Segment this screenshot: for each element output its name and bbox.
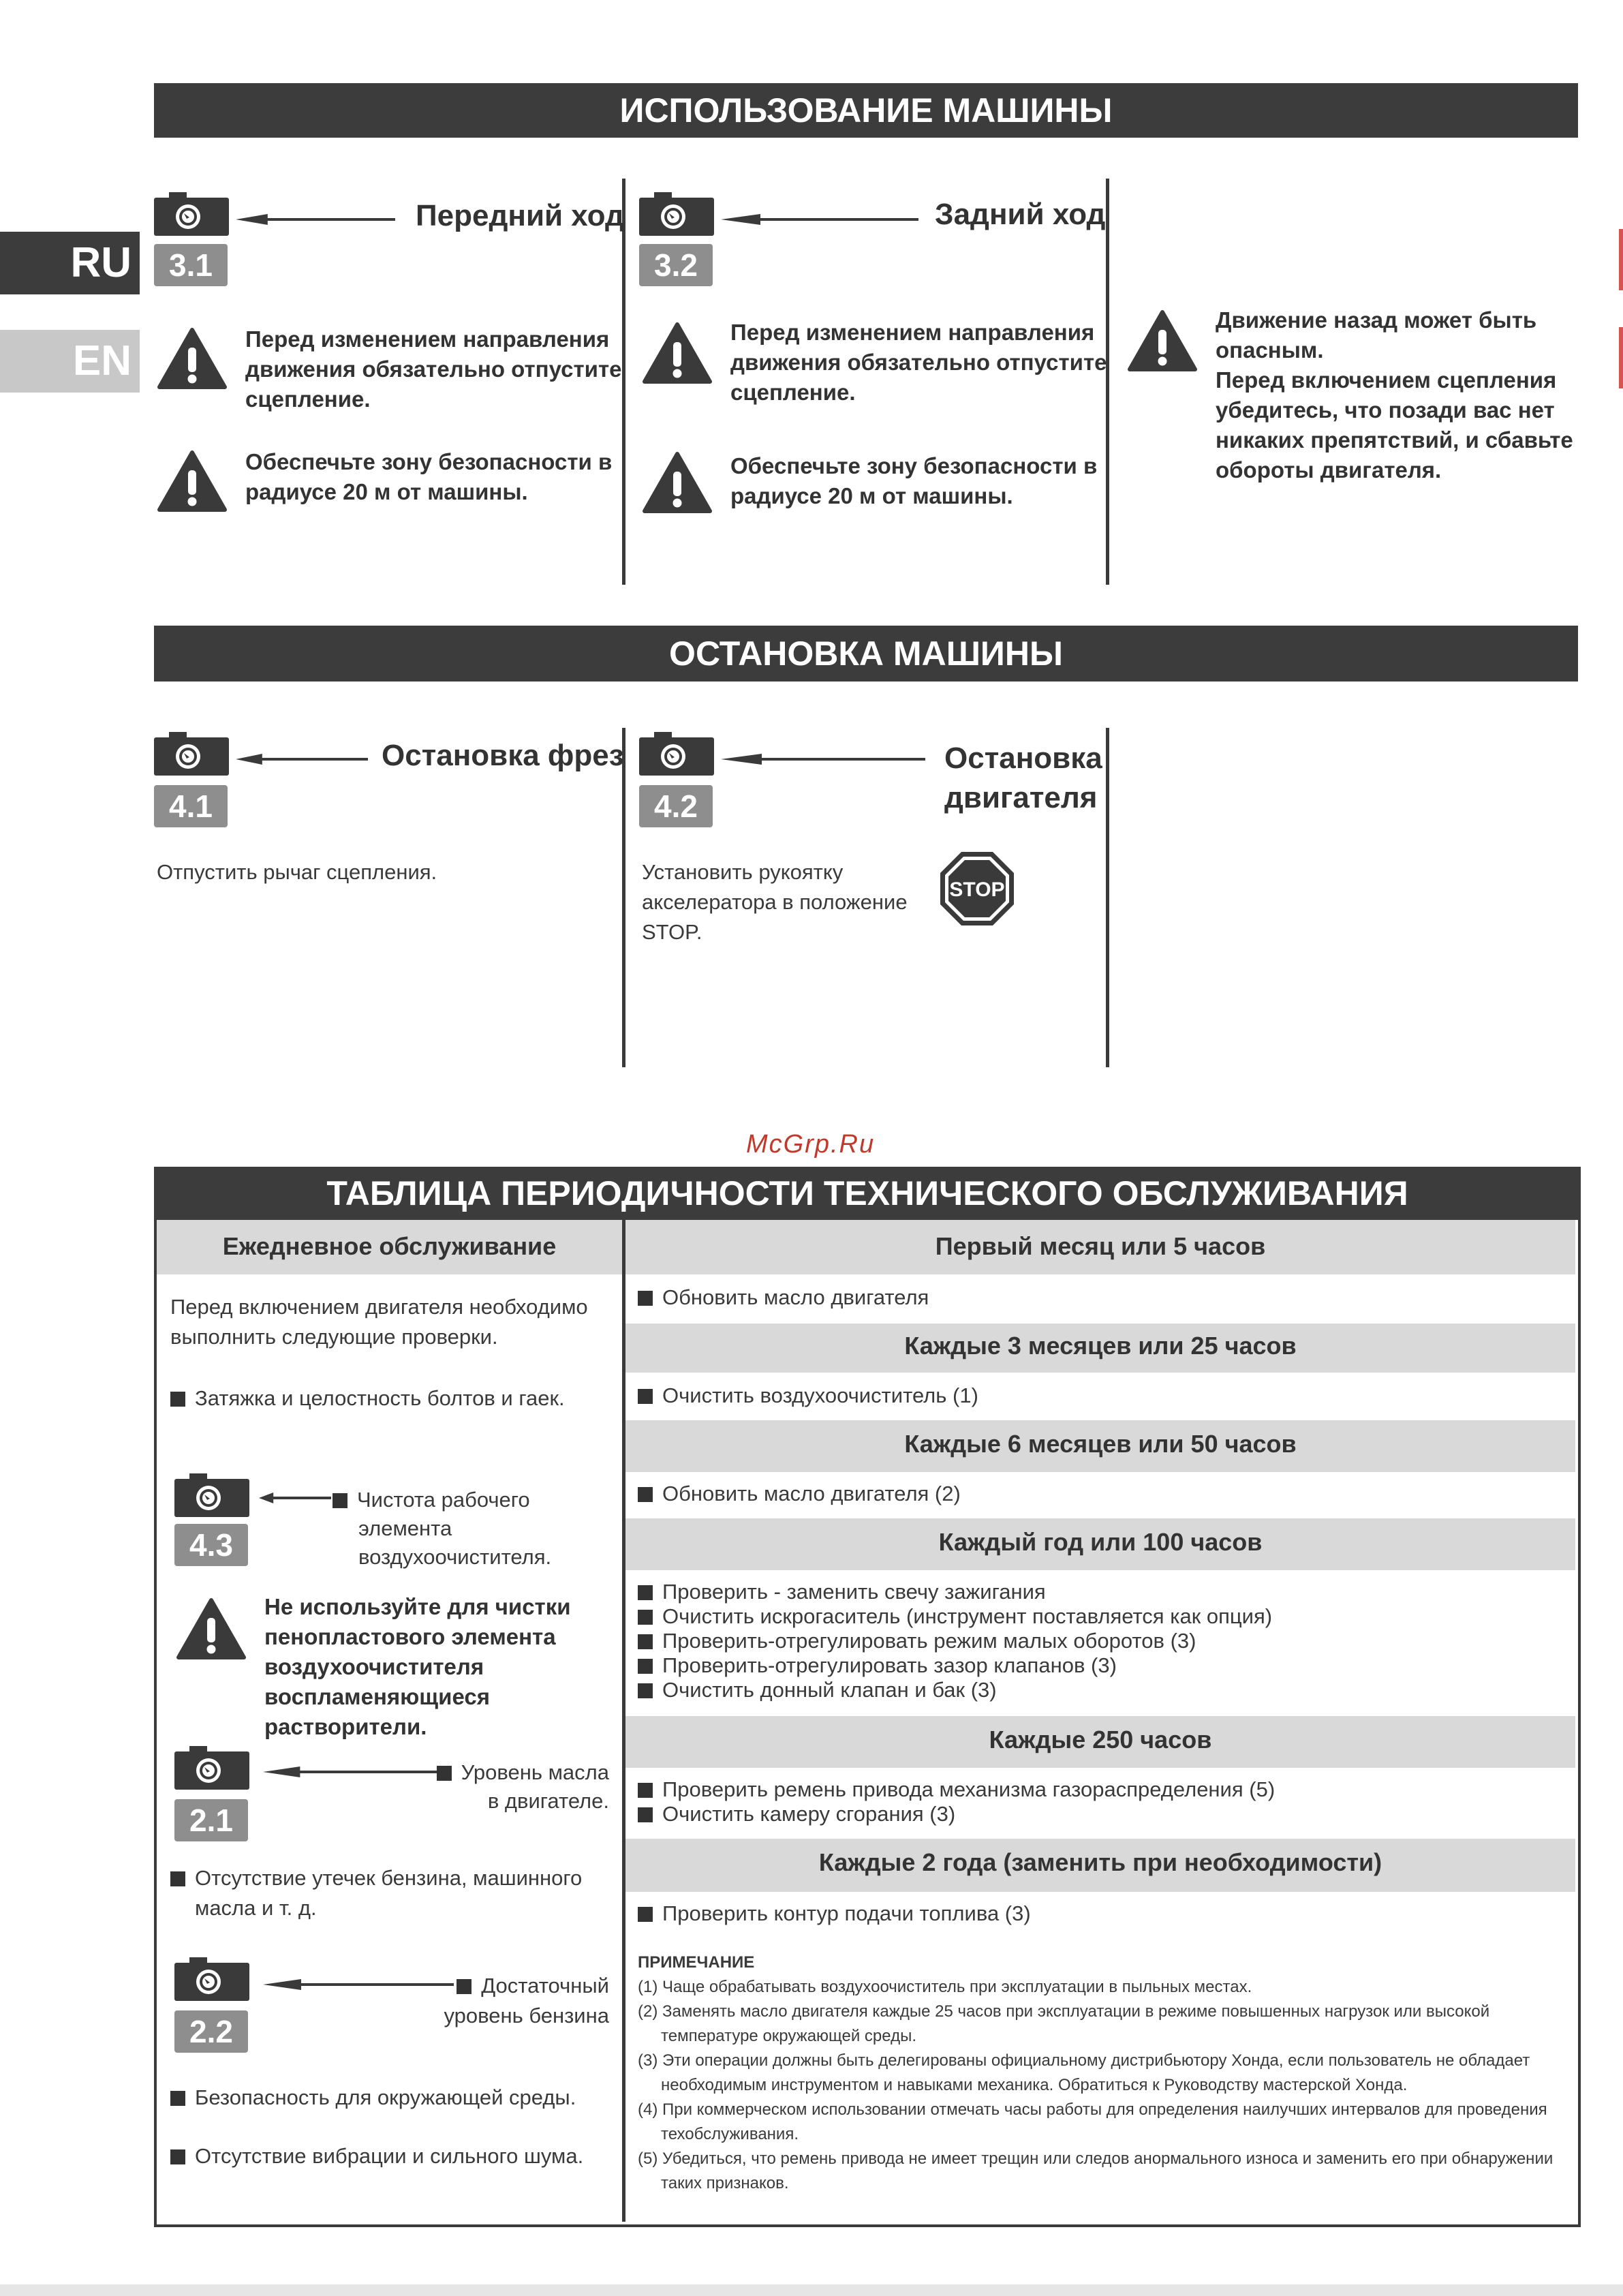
warning-icon (1127, 309, 1198, 372)
daily-solvent-warning: Не используйте для чистки пенопластового элемента воздухоочистителя воспламеняющиеся растворители. (264, 1594, 571, 1739)
forward-warning-1: Перед изменением направления движения обязательно отпустите сцепление. (245, 326, 622, 412)
period-item: Очистить воздухоочиститель (1) (638, 1383, 978, 1408)
note-line: (5) Убедиться, что ремень привода не имеет трещин или следов анормального износа и заменить его при обнаружении (638, 2149, 1554, 2168)
camera-icon (154, 192, 229, 236)
warning-icon (642, 322, 713, 384)
maintenance-title: ТАБЛИЦА ПЕРИОДИЧНОСТИ ТЕХНИЧЕСКОГО ОБСЛУЖИВАНИЯ (154, 1167, 1581, 1220)
period-header: Каждый год или 100 часов (938, 1528, 1263, 1556)
note-line: необходимым инструментом и навыками механика. Обратиться к Руководству мастерской Хонда. (661, 2076, 1408, 2094)
figure-badge: 4.3 (174, 1524, 248, 1566)
page-bottom-strip (0, 2284, 1623, 2296)
period-item: Обновить масло двигателя (638, 1285, 929, 1310)
column-divider (622, 179, 625, 585)
period-header: Каждые 2 года (заменить при необходимости) (818, 1848, 1382, 1876)
period-item: Очистить искрогаситель (инструмент поставляется как опция) (638, 1604, 1272, 1629)
period-item: Проверить - заменить свечу зажигания (638, 1580, 1046, 1604)
figure-badge: 4.1 (154, 785, 228, 827)
period-item: Проверить-отрегулировать зазор клапанов (3) (638, 1653, 1117, 1678)
figure-badge: 2.1 (174, 1799, 248, 1841)
column-divider (1106, 728, 1109, 1067)
arrow-left-icon (259, 1491, 331, 1505)
figure-badge: 3.2 (639, 244, 713, 286)
period-header: Каждые 3 месяцев или 25 часов (904, 1332, 1297, 1360)
note-line: температуре окружающей среды. (661, 2027, 917, 2045)
notes-title: ПРИМЕЧАНИЕ (638, 1953, 755, 1972)
stop-section-title: ОСТАНОВКА МАШИНЫ (154, 626, 1578, 682)
daily-item-oil-level: Уровень масла в двигателе. (436, 1758, 609, 1816)
note-line: (3) Эти операции должны быть делегированы официальному дистрибьютору Хонда, если пользователь не обладает (638, 2051, 1530, 2070)
stop-engine-heading: Остановка двигателя (944, 741, 1102, 814)
note-line: таких признаков. (661, 2174, 789, 2192)
note-line: (1) Чаще обрабатывать воздухоочиститель при эксплуатации в пыльных местах. (638, 1978, 1252, 1996)
note-line: (4) При коммерческом использовании отмечать часы работы для определения наилучших интервалов для проведения (638, 2100, 1547, 2119)
figure-badge: 2.2 (174, 2010, 248, 2053)
svg-text:STOP: STOP (949, 878, 1005, 901)
note-line: техобслуживания. (661, 2125, 799, 2143)
warning-icon (157, 327, 228, 390)
camera-icon (639, 732, 714, 776)
period-item: Очистить донный клапан и бак (3) (638, 1678, 997, 1702)
reverse-danger-warning: Движение назад может быть опасным. Перед включением сцепления убедитесь, что позади вас нет никаких препятствий, и сбавьте обороты двигателя. (1216, 307, 1573, 483)
daily-item-leaks: Отсутствие утечек бензина, машинного масла и т. д. (170, 1863, 582, 1923)
arrow-left-icon (263, 1765, 448, 1779)
period-item: Обновить масло двигателя (2) (638, 1482, 961, 1506)
stop-tillers-text: Отпустить рычаг сцепления. (157, 860, 437, 884)
note-line: (2) Заменять масло двигателя каждые 25 часов при эксплуатации в режиме повышенных нагрузок или высокой (638, 2002, 1490, 2021)
arrow-left-icon (721, 213, 918, 226)
arrow-left-icon (721, 752, 925, 766)
camera-icon (154, 732, 229, 776)
period-header: Каждые 250 часов (989, 1726, 1212, 1754)
language-tab-en[interactable]: EN (0, 330, 140, 393)
forward-warning-2: Обеспечьте зону безопасности в радиусе 20 м от машины. (245, 449, 613, 504)
watermark: McGrp.Ru (746, 1130, 876, 1159)
language-tab-ru[interactable]: RU (0, 232, 140, 294)
period-header: Каждые 6 месяцев или 50 часов (904, 1430, 1297, 1458)
daily-item-bolts: Затяжка и целостность болтов и гаек. (170, 1386, 565, 1411)
daily-header: Ежедневное обслуживание (222, 1232, 557, 1260)
period-item: Проверить контур подачи топлива (3) (638, 1901, 1031, 1926)
edge-marker (1619, 229, 1623, 290)
daily-item-fuel-level: Достаточный уровень бензина (444, 1974, 609, 2027)
reverse-heading: Задний ход (935, 198, 1106, 231)
edge-marker (1619, 327, 1623, 388)
usage-section-title: ИСПОЛЬЗОВАНИЕ МАШИНЫ (154, 83, 1578, 138)
period-item: Проверить-отрегулировать режим малых оборотов (3) (638, 1629, 1196, 1653)
daily-intro: Перед включением двигателя необходимо выполнить следующие проверки. (170, 1295, 588, 1349)
camera-icon (174, 1746, 249, 1790)
reverse-warning-2: Обеспечьте зону безопасности в радиусе 20 м от машины. (730, 453, 1098, 508)
arrow-left-icon (236, 213, 395, 226)
forward-heading: Передний ход (416, 199, 624, 232)
warning-icon (642, 451, 713, 514)
camera-icon (639, 192, 714, 236)
stop-sign-icon (939, 851, 1015, 927)
stop-tillers-heading: Остановка фрез (382, 739, 624, 772)
arrow-left-icon (236, 752, 368, 766)
warning-icon (176, 1597, 247, 1660)
daily-item-air-filter: Чистота рабочего элемента воздухоочистителя. (333, 1486, 551, 1572)
reverse-warning-1: Перед изменением направления движения обязательно отпустите сцепление. (730, 320, 1107, 405)
column-divider (622, 728, 625, 1067)
camera-icon (174, 1473, 249, 1517)
daily-item-environment: Безопасность для окружающей среды. (170, 2085, 576, 2110)
period-header: Первый месяц или 5 часов (935, 1232, 1266, 1260)
figure-badge: 3.1 (154, 244, 228, 286)
period-item: Проверить ремень привода механизма газораспределения (5) (638, 1777, 1275, 1802)
camera-icon (174, 1957, 249, 2001)
warning-icon (157, 450, 228, 512)
figure-badge: 4.2 (639, 785, 713, 827)
daily-item-vibration: Отсутствие вибрации и сильного шума. (170, 2144, 583, 2169)
stop-engine-text: Установить рукоятку акселератора в положение STOP. (642, 860, 908, 944)
period-item: Очистить камеру сгорания (3) (638, 1802, 955, 1826)
arrow-left-icon (263, 1978, 454, 1991)
